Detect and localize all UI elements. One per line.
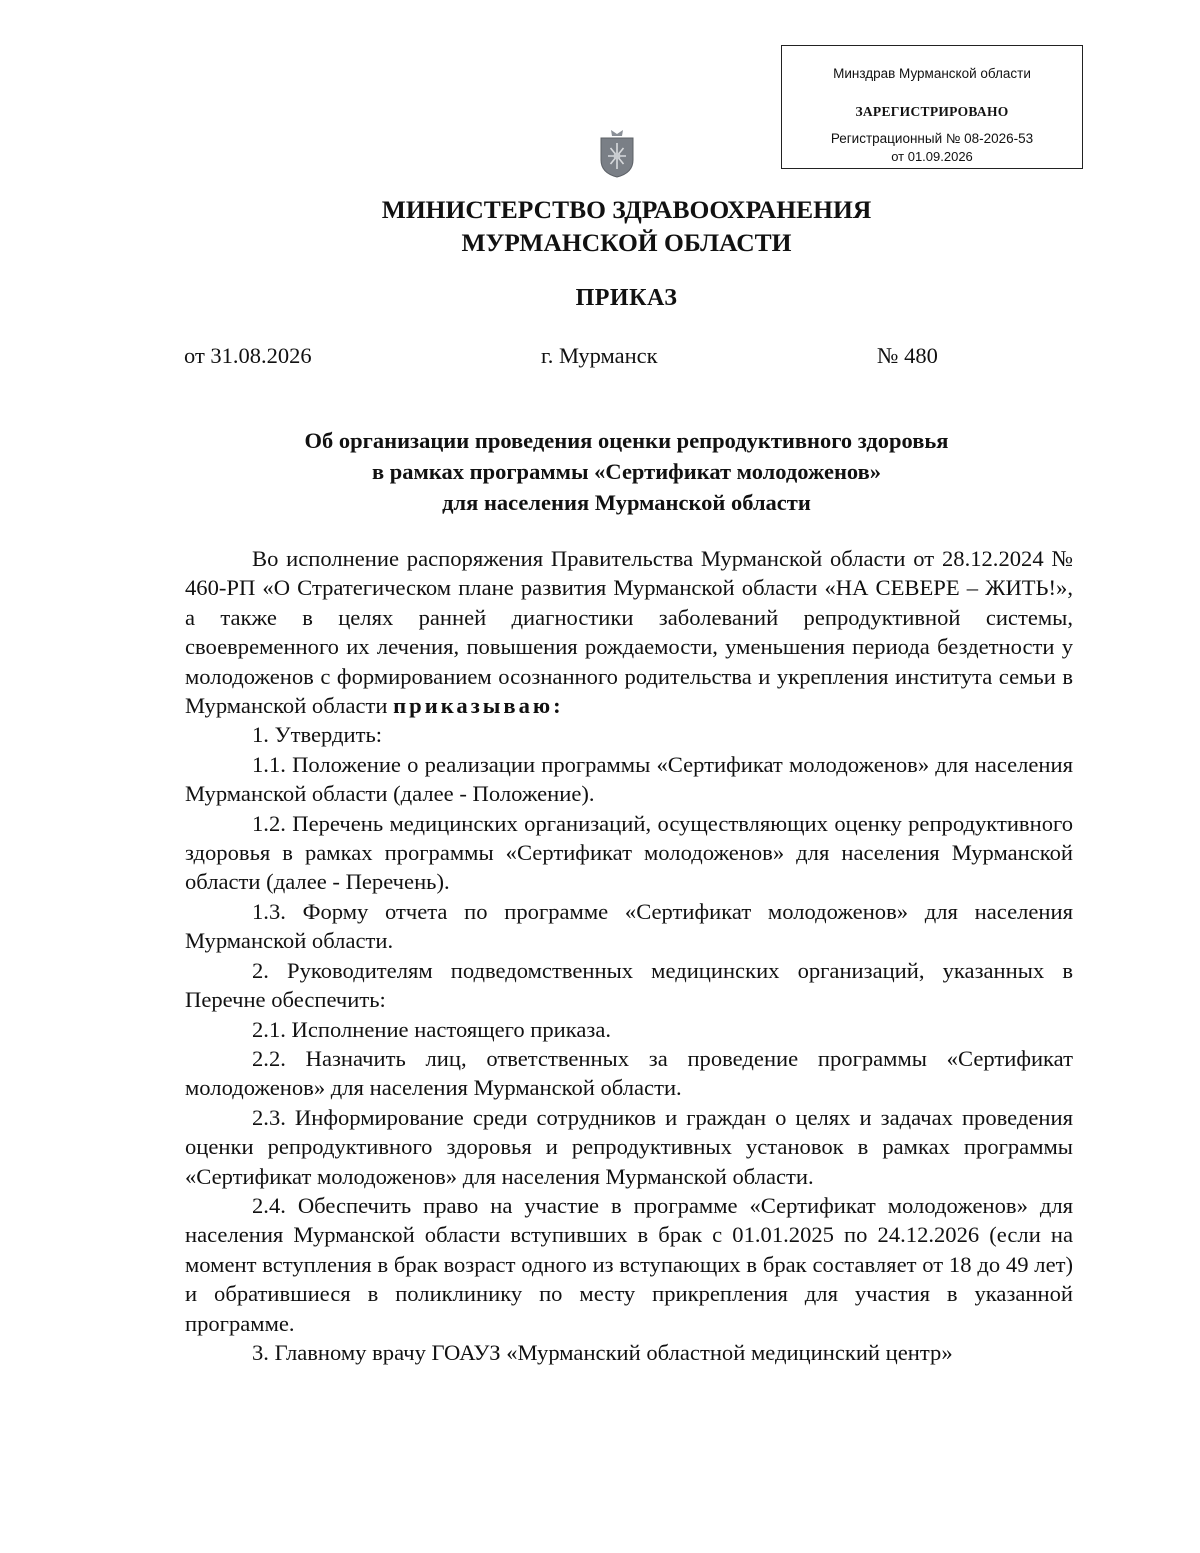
- paragraph-1-2: 1.2. Перечень медицинских организаций, осуществляющих оценку репродуктивного здоровья в рамках программы «Сертификат молодоженов» для населения Мурманской области (далее - Перечень).: [185, 810, 1073, 895]
- order-number: № 480: [877, 343, 938, 368]
- document-title-line1: Об организации проведения оценки репродуктивного здоровья: [304, 428, 949, 453]
- stamp-reg-date: от 01.09.2026: [891, 149, 973, 164]
- ministry-name-line2: МУРМАНСКОЙ ОБЛАСТИ: [461, 228, 792, 257]
- paragraph-1: 1. Утвердить:: [252, 722, 383, 748]
- preamble-text: Во исполнение распоряжения Правительства Мурманской области от 28.12.2024 № 460-РП «О Стратегическом плане развития Мурманской области «НА СЕВЕРЕ – ЖИТЬ!», а также в целях ранней диагностики заболеваний репродуктивной системы, своевременного их лечения, повышения рождаемости, уменьшения периода бездетности у молодоженов с формированием осознанного родительства и укрепления института семьи в Мурманской области: [185, 546, 1073, 719]
- order-city: г. Мурманск: [541, 343, 658, 368]
- paragraph-2-2: 2.2. Назначить лиц, ответственных за проведение программы «Сертификат молодоженов» для населения Мурманской области.: [185, 1045, 1073, 1101]
- order-date: от 31.08.2026: [184, 343, 312, 368]
- paragraph-1-1: 1.1. Положение о реализации программы «Сертификат молодоженов» для населения Мурманской области (далее - Положение).: [185, 751, 1073, 807]
- document-type: ПРИКАЗ: [575, 285, 678, 311]
- document-title-line3: для населения Мурманской области: [442, 490, 811, 515]
- paragraph-2-1: 2.1. Исполнение настоящего приказа.: [252, 1016, 612, 1042]
- paragraph-2: 2. Руководителям подведомственных медицинских организаций, указанных в Перечне обеспечить:: [185, 957, 1073, 1013]
- paragraph-2-4: 2.4. Обеспечить право на участие в программе «Сертификат молодоженов» для населения Мурманской области вступивших в брак с 01.01.2025 по 24.12.2026 (если на момент вступления в брак возраст одного из вступающих в брак составляет от 18 до 49 лет) и обратившиеся в поликлинику по месту прикрепления для участия в указанной программе.: [185, 1192, 1073, 1336]
- paragraph-3: 3. Главному врачу ГОАУЗ «Мурманский областной медицинский центр»: [252, 1339, 953, 1365]
- registration-stamp: [781, 45, 1083, 169]
- stamp-reg-number: Регистрационный № 08-2026-53: [830, 131, 1034, 146]
- stamp-status: ЗАРЕГИСТРИРОВАНО: [855, 104, 1009, 119]
- coat-of-arms-icon: [598, 128, 636, 178]
- document-title: [0, 425, 1200, 518]
- document-title-line2: в рамках программы «Сертификат молодоженов»: [372, 459, 881, 484]
- ministry-name-line1: МИНИСТЕРСТВО ЗДРАВООХРАНЕНИЯ: [381, 195, 872, 224]
- stamp-organization: Минздрав Мурманской области: [833, 66, 1031, 81]
- document-body: [185, 544, 1073, 1367]
- order-word: приказываю:: [393, 693, 564, 719]
- preamble-paragraph: [185, 544, 1073, 720]
- paragraph-2-3: 2.3. Информирование среди сотрудников и граждан о целях и задачах проведения оценки репродуктивного здоровья и репродуктивных установок в рамках программы «Сертификат молодоженов» для населения Мурманской области.: [185, 1104, 1073, 1189]
- paragraph-1-3: 1.3. Форму отчета по программе «Сертификат молодоженов» для населения Мурманской области.: [185, 898, 1073, 954]
